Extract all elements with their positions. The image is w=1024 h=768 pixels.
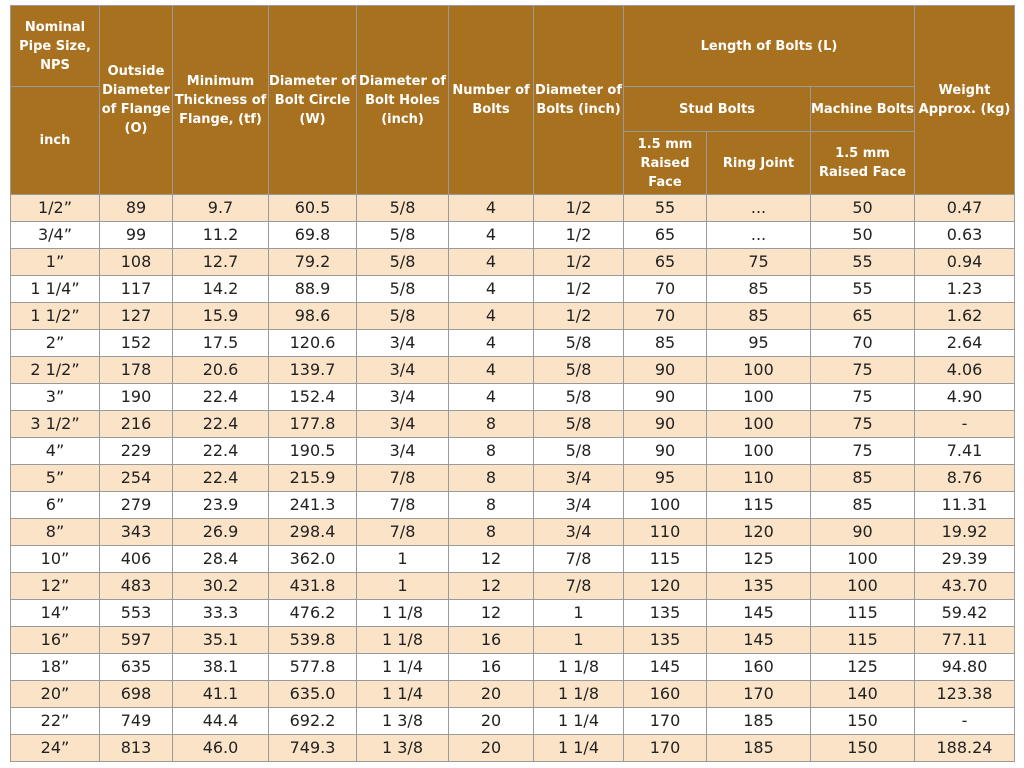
cell-stud-raised-face: 65 [624, 249, 707, 276]
cell-weight: 8.76 [915, 465, 1015, 492]
cell-bolt-diameter: 1 [534, 600, 624, 627]
cell-min-thickness: 41.1 [173, 681, 269, 708]
cell-number-of-bolts: 20 [449, 681, 534, 708]
cell-bolt-circle: 139.7 [269, 357, 357, 384]
cell-outside-diameter: 117 [100, 276, 173, 303]
cell-ring-joint: 170 [707, 681, 811, 708]
cell-bolt-circle: 88.9 [269, 276, 357, 303]
cell-bolt-circle: 635.0 [269, 681, 357, 708]
cell-number-of-bolts: 8 [449, 465, 534, 492]
cell-stud-raised-face: 170 [624, 708, 707, 735]
table-row [11, 222, 1015, 249]
header-outside-diameter: Outside Diameter of Flange (O) [100, 6, 173, 195]
cell-nps: 2 1/2” [11, 357, 100, 384]
cell-ring-joint: 115 [707, 492, 811, 519]
cell-bolt-diameter: 1/2 [534, 195, 624, 222]
cell-bolt-circle: 692.2 [269, 708, 357, 735]
cell-bolt-holes: 1 1/8 [357, 600, 449, 627]
cell-bolt-holes: 1 [357, 573, 449, 600]
cell-outside-diameter: 254 [100, 465, 173, 492]
cell-min-thickness: 22.4 [173, 465, 269, 492]
cell-weight: 19.92 [915, 519, 1015, 546]
cell-machine-raised-face: 150 [811, 735, 915, 762]
cell-nps: 18” [11, 654, 100, 681]
cell-stud-raised-face: 160 [624, 681, 707, 708]
cell-machine-raised-face: 100 [811, 573, 915, 600]
cell-min-thickness: 35.1 [173, 627, 269, 654]
cell-ring-joint: 85 [707, 276, 811, 303]
cell-outside-diameter: 99 [100, 222, 173, 249]
cell-min-thickness: 38.1 [173, 654, 269, 681]
cell-ring-joint: ... [707, 195, 811, 222]
cell-bolt-circle: 79.2 [269, 249, 357, 276]
header-bolt-diameter: Diameter of Bolts (inch) [534, 6, 624, 195]
cell-machine-raised-face: 65 [811, 303, 915, 330]
cell-bolt-diameter: 1 1/4 [534, 735, 624, 762]
cell-weight: 0.63 [915, 222, 1015, 249]
cell-number-of-bolts: 8 [449, 519, 534, 546]
cell-bolt-circle: 60.5 [269, 195, 357, 222]
cell-bolt-diameter: 7/8 [534, 546, 624, 573]
cell-min-thickness: 46.0 [173, 735, 269, 762]
cell-bolt-circle: 476.2 [269, 600, 357, 627]
cell-bolt-diameter: 1/2 [534, 249, 624, 276]
cell-nps: 1 1/4” [11, 276, 100, 303]
table-row [11, 276, 1015, 303]
cell-bolt-holes: 5/8 [357, 222, 449, 249]
cell-ring-joint: 85 [707, 303, 811, 330]
cell-bolt-holes: 1 3/8 [357, 708, 449, 735]
cell-min-thickness: 17.5 [173, 330, 269, 357]
cell-machine-raised-face: 125 [811, 654, 915, 681]
cell-bolt-holes: 3/4 [357, 384, 449, 411]
cell-machine-raised-face: 75 [811, 357, 915, 384]
cell-bolt-holes: 7/8 [357, 465, 449, 492]
cell-number-of-bolts: 16 [449, 627, 534, 654]
cell-bolt-diameter: 1/2 [534, 276, 624, 303]
cell-bolt-circle: 120.6 [269, 330, 357, 357]
cell-machine-raised-face: 55 [811, 276, 915, 303]
cell-bolt-circle: 749.3 [269, 735, 357, 762]
cell-number-of-bolts: 16 [449, 654, 534, 681]
cell-nps: 10” [11, 546, 100, 573]
cell-stud-raised-face: 145 [624, 654, 707, 681]
cell-stud-raised-face: 135 [624, 600, 707, 627]
cell-bolt-diameter: 1/2 [534, 303, 624, 330]
cell-nps: 1” [11, 249, 100, 276]
table-row [11, 546, 1015, 573]
cell-number-of-bolts: 4 [449, 303, 534, 330]
cell-min-thickness: 20.6 [173, 357, 269, 384]
cell-stud-raised-face: 90 [624, 438, 707, 465]
cell-outside-diameter: 178 [100, 357, 173, 384]
header-number-of-bolts: Number of Bolts [449, 6, 534, 195]
cell-number-of-bolts: 8 [449, 411, 534, 438]
cell-stud-raised-face: 100 [624, 492, 707, 519]
table-row [11, 654, 1015, 681]
table-row [11, 573, 1015, 600]
cell-min-thickness: 33.3 [173, 600, 269, 627]
cell-min-thickness: 23.9 [173, 492, 269, 519]
table-row [11, 519, 1015, 546]
cell-outside-diameter: 279 [100, 492, 173, 519]
cell-nps: 3/4” [11, 222, 100, 249]
cell-weight: 0.47 [915, 195, 1015, 222]
cell-weight: 94.80 [915, 654, 1015, 681]
cell-weight: - [915, 411, 1015, 438]
header-length-of-bolts: Length of Bolts (L) [624, 6, 915, 87]
table-row [11, 411, 1015, 438]
cell-weight: 11.31 [915, 492, 1015, 519]
cell-machine-raised-face: 50 [811, 222, 915, 249]
cell-bolt-circle: 215.9 [269, 465, 357, 492]
cell-nps: 24” [11, 735, 100, 762]
cell-stud-raised-face: 115 [624, 546, 707, 573]
header-ring-joint: Ring Joint [707, 132, 811, 195]
cell-ring-joint: 100 [707, 411, 811, 438]
cell-machine-raised-face: 75 [811, 438, 915, 465]
cell-bolt-circle: 431.8 [269, 573, 357, 600]
table-row [11, 384, 1015, 411]
table-row [11, 492, 1015, 519]
cell-stud-raised-face: 70 [624, 303, 707, 330]
cell-min-thickness: 14.2 [173, 276, 269, 303]
cell-number-of-bolts: 4 [449, 249, 534, 276]
cell-bolt-holes: 5/8 [357, 303, 449, 330]
cell-number-of-bolts: 4 [449, 384, 534, 411]
cell-number-of-bolts: 12 [449, 600, 534, 627]
cell-outside-diameter: 553 [100, 600, 173, 627]
cell-stud-raised-face: 85 [624, 330, 707, 357]
cell-bolt-diameter: 5/8 [534, 438, 624, 465]
cell-nps: 1/2” [11, 195, 100, 222]
table-row [11, 357, 1015, 384]
table-row [11, 681, 1015, 708]
cell-bolt-holes: 1 1/4 [357, 681, 449, 708]
table-row [11, 249, 1015, 276]
table-row [11, 735, 1015, 762]
cell-bolt-holes: 3/4 [357, 330, 449, 357]
cell-weight: 1.23 [915, 276, 1015, 303]
header-stud-raised-face: 1.5 mm Raised Face [624, 132, 707, 195]
cell-nps: 16” [11, 627, 100, 654]
cell-bolt-holes: 1 1/8 [357, 627, 449, 654]
cell-bolt-diameter: 1 [534, 627, 624, 654]
cell-nps: 20” [11, 681, 100, 708]
cell-bolt-circle: 539.8 [269, 627, 357, 654]
cell-machine-raised-face: 150 [811, 708, 915, 735]
cell-weight: 4.90 [915, 384, 1015, 411]
cell-bolt-holes: 3/4 [357, 411, 449, 438]
cell-outside-diameter: 190 [100, 384, 173, 411]
cell-bolt-holes: 5/8 [357, 249, 449, 276]
cell-bolt-diameter: 1 1/8 [534, 654, 624, 681]
cell-min-thickness: 22.4 [173, 438, 269, 465]
cell-ring-joint: 100 [707, 384, 811, 411]
cell-bolt-holes: 5/8 [357, 276, 449, 303]
header-machine-raised-face: 1.5 mm Raised Face [811, 132, 915, 195]
cell-bolt-diameter: 5/8 [534, 384, 624, 411]
cell-bolt-diameter: 5/8 [534, 330, 624, 357]
table-row [11, 330, 1015, 357]
cell-bolt-diameter: 5/8 [534, 411, 624, 438]
table-body [11, 195, 1015, 762]
cell-bolt-circle: 152.4 [269, 384, 357, 411]
table-row [11, 465, 1015, 492]
flange-dimensions-table [10, 5, 1015, 762]
cell-bolt-diameter: 3/4 [534, 465, 624, 492]
cell-outside-diameter: 698 [100, 681, 173, 708]
cell-ring-joint: 135 [707, 573, 811, 600]
cell-outside-diameter: 813 [100, 735, 173, 762]
cell-number-of-bolts: 12 [449, 546, 534, 573]
cell-min-thickness: 22.4 [173, 384, 269, 411]
cell-ring-joint: 75 [707, 249, 811, 276]
cell-min-thickness: 28.4 [173, 546, 269, 573]
table-row [11, 195, 1015, 222]
cell-nps: 14” [11, 600, 100, 627]
cell-bolt-holes: 3/4 [357, 357, 449, 384]
cell-machine-raised-face: 115 [811, 627, 915, 654]
cell-bolt-diameter: 7/8 [534, 573, 624, 600]
cell-weight: 77.11 [915, 627, 1015, 654]
cell-machine-raised-face: 70 [811, 330, 915, 357]
cell-weight: 59.42 [915, 600, 1015, 627]
cell-outside-diameter: 406 [100, 546, 173, 573]
cell-min-thickness: 22.4 [173, 411, 269, 438]
cell-bolt-holes: 1 [357, 546, 449, 573]
cell-ring-joint: 100 [707, 438, 811, 465]
cell-ring-joint: 125 [707, 546, 811, 573]
cell-bolt-diameter: 1 1/8 [534, 681, 624, 708]
cell-stud-raised-face: 65 [624, 222, 707, 249]
cell-bolt-circle: 577.8 [269, 654, 357, 681]
cell-bolt-holes: 7/8 [357, 492, 449, 519]
cell-stud-raised-face: 170 [624, 735, 707, 762]
cell-outside-diameter: 597 [100, 627, 173, 654]
cell-stud-raised-face: 120 [624, 573, 707, 600]
cell-nps: 1 1/2” [11, 303, 100, 330]
table-row [11, 303, 1015, 330]
cell-weight: 2.64 [915, 330, 1015, 357]
cell-bolt-diameter: 3/4 [534, 492, 624, 519]
cell-ring-joint: 95 [707, 330, 811, 357]
cell-bolt-holes: 3/4 [357, 438, 449, 465]
cell-weight: 1.62 [915, 303, 1015, 330]
cell-ring-joint: 185 [707, 708, 811, 735]
cell-ring-joint: 100 [707, 357, 811, 384]
cell-min-thickness: 44.4 [173, 708, 269, 735]
cell-min-thickness: 26.9 [173, 519, 269, 546]
cell-bolt-holes: 1 1/4 [357, 654, 449, 681]
cell-outside-diameter: 89 [100, 195, 173, 222]
cell-outside-diameter: 152 [100, 330, 173, 357]
cell-number-of-bolts: 12 [449, 573, 534, 600]
cell-weight: 4.06 [915, 357, 1015, 384]
cell-weight: 7.41 [915, 438, 1015, 465]
cell-ring-joint: ... [707, 222, 811, 249]
cell-stud-raised-face: 90 [624, 411, 707, 438]
cell-machine-raised-face: 140 [811, 681, 915, 708]
table-row [11, 600, 1015, 627]
cell-number-of-bolts: 8 [449, 492, 534, 519]
cell-outside-diameter: 749 [100, 708, 173, 735]
cell-number-of-bolts: 4 [449, 195, 534, 222]
cell-ring-joint: 145 [707, 627, 811, 654]
cell-number-of-bolts: 20 [449, 708, 534, 735]
cell-outside-diameter: 229 [100, 438, 173, 465]
cell-outside-diameter: 108 [100, 249, 173, 276]
header-stud-bolts: Stud Bolts [624, 87, 811, 132]
cell-machine-raised-face: 75 [811, 411, 915, 438]
cell-bolt-circle: 298.4 [269, 519, 357, 546]
header-min-thickness: Minimum Thickness of Flange, (tf) [173, 6, 269, 195]
header-nps: Nominal Pipe Size, NPS [11, 6, 100, 87]
cell-ring-joint: 160 [707, 654, 811, 681]
cell-machine-raised-face: 100 [811, 546, 915, 573]
cell-outside-diameter: 343 [100, 519, 173, 546]
cell-number-of-bolts: 4 [449, 222, 534, 249]
header-bolt-circle: Diameter of Bolt Circle (W) [269, 6, 357, 195]
cell-nps: 4” [11, 438, 100, 465]
cell-min-thickness: 15.9 [173, 303, 269, 330]
cell-stud-raised-face: 110 [624, 519, 707, 546]
cell-number-of-bolts: 4 [449, 276, 534, 303]
cell-bolt-holes: 5/8 [357, 195, 449, 222]
cell-weight: 0.94 [915, 249, 1015, 276]
cell-bolt-diameter: 1/2 [534, 222, 624, 249]
cell-number-of-bolts: 4 [449, 330, 534, 357]
header-inch: inch [11, 87, 100, 195]
cell-weight: 29.39 [915, 546, 1015, 573]
table-row [11, 708, 1015, 735]
table-row [11, 438, 1015, 465]
cell-stud-raised-face: 55 [624, 195, 707, 222]
cell-weight: 188.24 [915, 735, 1015, 762]
cell-number-of-bolts: 8 [449, 438, 534, 465]
cell-machine-raised-face: 85 [811, 465, 915, 492]
header-machine-bolts: Machine Bolts [811, 87, 915, 132]
cell-bolt-circle: 69.8 [269, 222, 357, 249]
cell-bolt-circle: 177.8 [269, 411, 357, 438]
cell-nps: 3 1/2” [11, 411, 100, 438]
cell-stud-raised-face: 95 [624, 465, 707, 492]
header-weight: Weight Approx. (kg) [915, 6, 1015, 195]
cell-nps: 12” [11, 573, 100, 600]
cell-ring-joint: 185 [707, 735, 811, 762]
cell-machine-raised-face: 55 [811, 249, 915, 276]
cell-min-thickness: 11.2 [173, 222, 269, 249]
flange-table-container [10, 5, 1014, 762]
cell-stud-raised-face: 70 [624, 276, 707, 303]
cell-bolt-circle: 190.5 [269, 438, 357, 465]
cell-bolt-circle: 98.6 [269, 303, 357, 330]
cell-machine-raised-face: 115 [811, 600, 915, 627]
cell-machine-raised-face: 85 [811, 492, 915, 519]
cell-stud-raised-face: 90 [624, 357, 707, 384]
cell-weight: - [915, 708, 1015, 735]
cell-stud-raised-face: 135 [624, 627, 707, 654]
cell-min-thickness: 9.7 [173, 195, 269, 222]
cell-bolt-diameter: 5/8 [534, 357, 624, 384]
cell-bolt-diameter: 3/4 [534, 519, 624, 546]
cell-min-thickness: 12.7 [173, 249, 269, 276]
cell-number-of-bolts: 20 [449, 735, 534, 762]
cell-nps: 6” [11, 492, 100, 519]
cell-weight: 43.70 [915, 573, 1015, 600]
cell-min-thickness: 30.2 [173, 573, 269, 600]
cell-nps: 3” [11, 384, 100, 411]
cell-bolt-holes: 7/8 [357, 519, 449, 546]
cell-ring-joint: 110 [707, 465, 811, 492]
cell-number-of-bolts: 4 [449, 357, 534, 384]
table-row [11, 627, 1015, 654]
cell-bolt-circle: 362.0 [269, 546, 357, 573]
cell-nps: 2” [11, 330, 100, 357]
cell-machine-raised-face: 90 [811, 519, 915, 546]
cell-nps: 5” [11, 465, 100, 492]
cell-outside-diameter: 216 [100, 411, 173, 438]
cell-machine-raised-face: 75 [811, 384, 915, 411]
cell-nps: 22” [11, 708, 100, 735]
cell-ring-joint: 120 [707, 519, 811, 546]
cell-nps: 8” [11, 519, 100, 546]
cell-bolt-holes: 1 3/8 [357, 735, 449, 762]
header-bolt-holes: Diameter of Bolt Holes (inch) [357, 6, 449, 195]
table-header [11, 6, 1015, 195]
cell-outside-diameter: 483 [100, 573, 173, 600]
cell-stud-raised-face: 90 [624, 384, 707, 411]
cell-ring-joint: 145 [707, 600, 811, 627]
cell-bolt-diameter: 1 1/4 [534, 708, 624, 735]
cell-bolt-circle: 241.3 [269, 492, 357, 519]
cell-machine-raised-face: 50 [811, 195, 915, 222]
cell-weight: 123.38 [915, 681, 1015, 708]
cell-outside-diameter: 127 [100, 303, 173, 330]
cell-outside-diameter: 635 [100, 654, 173, 681]
